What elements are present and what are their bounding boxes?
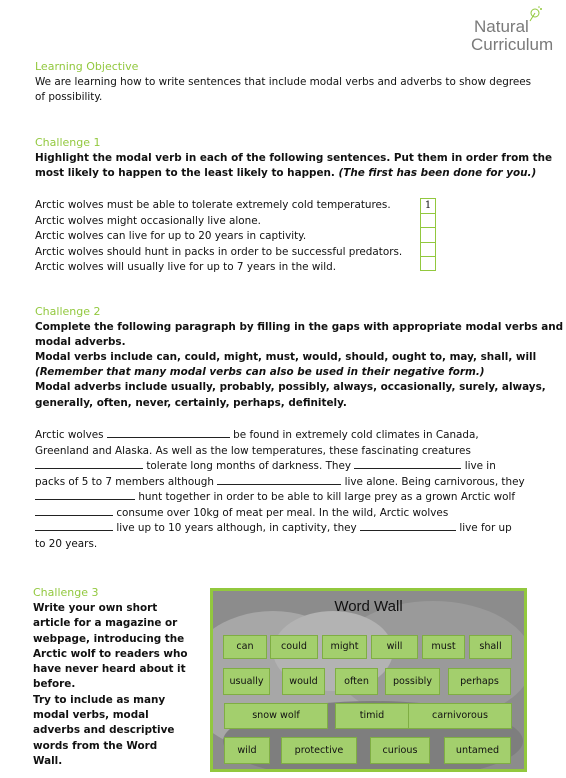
word-tile: wild [224, 737, 270, 764]
word-tile: snow wolf [224, 703, 328, 729]
challenge-1-instruction-line-2: most likely to happen to the least likely to happen. (The first has been done for you.) [35, 167, 537, 179]
paragraph-line-6: consume over 10kg of meat per meal. In the wild, Arctic wolves [35, 506, 448, 522]
challenge-1-instruction-line-1: Highlight the modal verb in each of the following sentences. Put them in order from the [35, 152, 553, 164]
word-tile: can [223, 635, 267, 659]
challenge-2-instruction-line-2: modal adverbs. [35, 336, 126, 348]
blank-8[interactable] [360, 521, 456, 531]
learning-objective-line-1: We are learning how to write sentences that include modal verbs and adverbs to show degrees [35, 76, 532, 88]
word-tile: usually [223, 668, 270, 695]
word-tile: carnivorous [408, 703, 512, 729]
word-tile: often [335, 668, 378, 695]
paragraph-line-4: packs of 5 to 7 members although live alone. Being carnivorous, they [35, 475, 525, 488]
blank-7[interactable] [35, 521, 113, 531]
modal-verbs-list: Modal verbs include can, could, might, must, would, should, ought to, may, shall, will [35, 351, 537, 363]
word-tile: might [322, 635, 367, 659]
blank-5[interactable] [35, 490, 135, 500]
modal-adverbs-line-2: generally, often, never, certainly, perhaps, definitely. [35, 397, 347, 409]
blank-3[interactable] [354, 459, 461, 469]
sentence-5: Arctic wolves will usually live for up to 7 years in the wild. [35, 261, 337, 273]
rank-box-1[interactable]: 1 [420, 198, 436, 213]
logo-line-2: Curriculum [471, 35, 554, 54]
blank-6[interactable] [35, 506, 113, 516]
rank-box-4[interactable] [420, 242, 436, 257]
word-tile: untamed [444, 737, 511, 764]
word-tile: would [282, 668, 325, 695]
blank-1[interactable] [107, 428, 230, 438]
word-tile: will [371, 635, 418, 659]
word-tile: curious [370, 737, 430, 764]
challenge-1-heading: Challenge 1 [35, 136, 101, 149]
learning-objective-heading: Learning Objective [35, 60, 139, 73]
blank-4[interactable] [217, 475, 341, 485]
modal-verbs-note: (Remember that many modal verbs can also be used in their negative form.) [35, 366, 485, 378]
ranking-boxes [420, 198, 437, 271]
word-tile: shall [469, 635, 512, 659]
challenge-2-instruction-line-1: Complete the following paragraph by filling in the gaps with appropriate modal verbs and [35, 321, 564, 333]
learning-objective-line-2: of possibility. [35, 91, 103, 103]
paragraph-line-3: tolerate long months of darkness. They live in [35, 459, 496, 475]
word-tile: protective [281, 737, 357, 764]
logo-line-1: Natural [474, 17, 529, 36]
sentence-2: Arctic wolves might occasionally live alone. [35, 214, 261, 227]
modal-adverbs-line-1: Modal adverbs include usually, probably, possibly, always, occasionally, surely, always, [35, 381, 546, 393]
word-tile: possibly [385, 668, 440, 695]
paragraph-line-7: live up to 10 years although, in captivity, they live for up [35, 521, 512, 537]
sentence-1: Arctic wolves must be able to tolerate extremely cold temperatures. [35, 199, 391, 211]
word-tile: could [270, 635, 318, 659]
rank-box-5[interactable] [420, 256, 436, 271]
word-wall [210, 588, 527, 772]
paragraph-line-8: to 20 years. [35, 537, 98, 550]
blank-2[interactable] [35, 459, 143, 469]
challenge-3-heading: Challenge 3 [33, 586, 99, 599]
paragraph-line-5: hunt together in order to be able to kill large prey as a grown Arctic wolf [35, 490, 515, 506]
paragraph-line-2: Greenland and Alaska. As well as the low temperatures, these fascinating creatures [35, 444, 471, 457]
sentence-3: Arctic wolves can live for up to 20 years in captivity. [35, 230, 307, 242]
sentence-4: Arctic wolves should hunt in packs in order to be successful predators. [35, 245, 403, 258]
word-tile: perhaps [448, 668, 511, 695]
challenge-1-note: (The first has been done for you.) [338, 167, 537, 179]
rank-box-3[interactable] [420, 227, 436, 242]
rank-box-2[interactable] [420, 213, 436, 228]
paragraph-line-1: Arctic wolves be found in extremely cold climates in Canada, [35, 429, 479, 441]
challenge-3-text: Write your own short article for a magazine or webpage, introducing the Arctic wolf to readers who have never heard about it before. Try to include as many modal verbs, modal adverbs and descriptive words from the Word Wall. [33, 602, 188, 767]
challenge-2-heading: Challenge 2 [35, 305, 101, 318]
natural-curriculum-logo [468, 6, 560, 52]
word-wall-title: Word Wall [334, 598, 403, 615]
word-tile: must [422, 635, 465, 659]
word-tile: timid [335, 703, 409, 729]
